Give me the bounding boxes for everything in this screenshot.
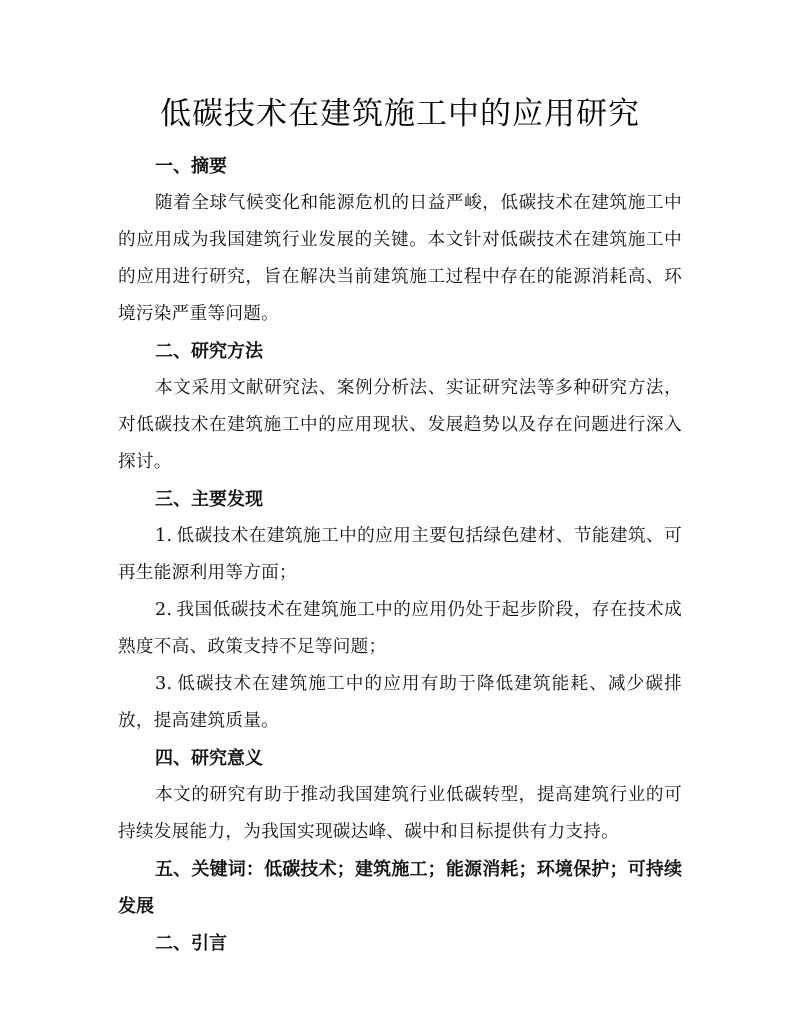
finding-number: 3. — [155, 674, 173, 694]
finding-text: 低碳技术在建筑施工中的应用有助于降低建筑能耗、减少碳排放，提高建筑质量。 — [118, 674, 682, 731]
document-title: 低碳技术在建筑施工中的应用研究 — [160, 96, 640, 132]
methods-section — [118, 333, 682, 481]
introduction-section — [118, 925, 682, 962]
significance-section — [118, 740, 682, 851]
finding-number: 1. — [155, 526, 173, 546]
abstract-heading: 一、摘要 — [155, 156, 227, 177]
findings-heading: 三、主要发现 — [155, 489, 263, 510]
abstract-section — [118, 148, 682, 333]
keywords-line: 五、关键词：低碳技术；建筑施工；能源消耗；环境保护；可持续发展 — [118, 859, 682, 917]
findings-section — [118, 481, 682, 740]
finding-item — [118, 518, 682, 592]
methods-paragraph: 本文采用文献研究法、案例分析法、实证研究法等多种研究方法，对低碳技术在建筑施工中的应用现状、发展趋势以及存在问题进行深入探讨。 — [118, 378, 682, 472]
methods-heading: 二、研究方法 — [155, 341, 263, 362]
keywords-section — [118, 851, 682, 925]
abstract-paragraph: 随着全球气候变化和能源危机的日益严峻，低碳技术在建筑施工中的应用成为我国建筑行业发展的关键。本文针对低碳技术在建筑施工中的应用进行研究，旨在解决当前建筑施工过程中存在的能源消耗高、环境污染严重等问题。 — [118, 193, 682, 324]
finding-item — [118, 592, 682, 666]
finding-text: 我国低碳技术在建筑施工中的应用仍处于起步阶段，存在技术成熟度不高、政策支持不足等问题； — [118, 600, 682, 657]
finding-number: 2. — [155, 600, 173, 620]
finding-item — [118, 666, 682, 740]
introduction-heading: 二、引言 — [155, 933, 227, 954]
title-spacer — [118, 140, 682, 148]
significance-heading: 四、研究意义 — [155, 748, 263, 769]
significance-paragraph: 本文的研究有助于推动我国建筑行业低碳转型，提高建筑行业的可持续发展能力，为我国实现碳达峰、碳中和目标提供有力支持。 — [118, 785, 682, 842]
finding-text: 低碳技术在建筑施工中的应用主要包括绿色建材、节能建筑、可再生能源利用等方面； — [118, 526, 682, 583]
